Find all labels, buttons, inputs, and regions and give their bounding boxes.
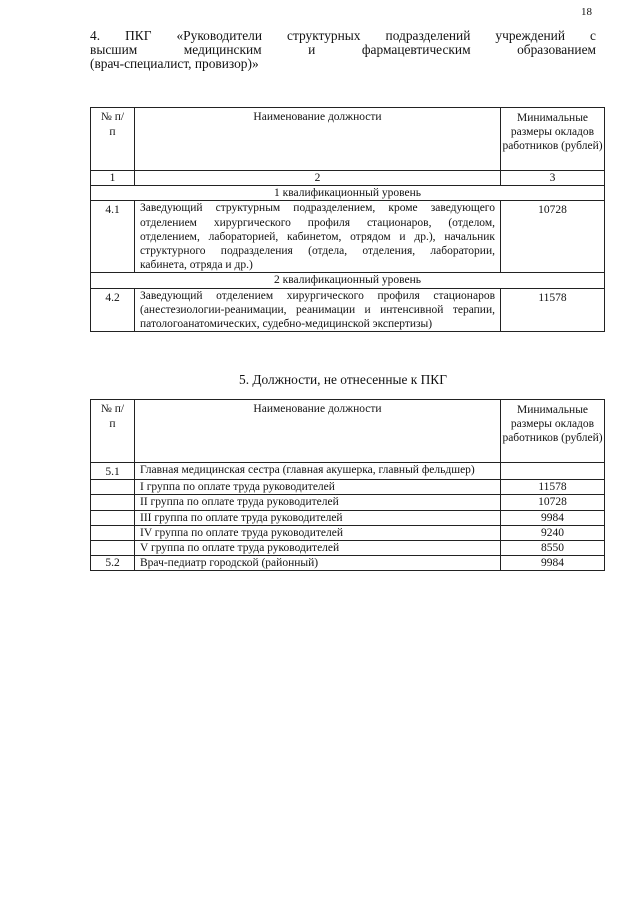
page-number: 18 bbox=[581, 6, 592, 18]
row-num: 5.2 bbox=[91, 556, 135, 571]
row-position-name: Заведующий отделением хирургического профиля стационаров (анестезиологии-реанимации, реанимации и интенсивной терапии, патологоанатомических, судебно-медицинской экспертизы) bbox=[135, 288, 501, 332]
table-row bbox=[91, 495, 605, 510]
row-num: 4.2 bbox=[91, 288, 135, 332]
row-position-name: IV группа по оплате труда руководителей bbox=[135, 525, 501, 540]
row-salary: 10728 bbox=[501, 495, 605, 510]
table-row bbox=[91, 541, 605, 556]
section5-salary-table bbox=[90, 399, 605, 571]
row-salary: 8550 bbox=[501, 541, 605, 556]
level-label: 2 квалификационный уровень bbox=[91, 273, 605, 288]
row-num: 4.1 bbox=[91, 201, 135, 273]
level-label: 1 квалификационный уровень bbox=[91, 186, 605, 201]
row-position-name: Врач-педиатр городской (районный) bbox=[135, 556, 501, 571]
row-salary: 9984 bbox=[501, 510, 605, 525]
section4-salary-table bbox=[90, 107, 605, 332]
row-num bbox=[91, 525, 135, 540]
row-num: 5.1 bbox=[91, 463, 135, 480]
row-num bbox=[91, 510, 135, 525]
section4-title bbox=[90, 29, 596, 71]
header-name: Наименование должности bbox=[135, 400, 501, 463]
row-position-name: II группа по оплате труда руководителей bbox=[135, 495, 501, 510]
header-num bbox=[91, 108, 135, 171]
table-row bbox=[91, 201, 605, 273]
level-row bbox=[91, 273, 605, 288]
section4-title-line: высшим медицинским и фармацевтическим образованием bbox=[90, 42, 596, 57]
row-salary: 10728 bbox=[501, 201, 605, 273]
table-header-row bbox=[91, 108, 605, 171]
level-row bbox=[91, 186, 605, 201]
row-salary bbox=[501, 463, 605, 480]
table-row bbox=[91, 525, 605, 540]
header-salary: Минимальные размеры окладов работников (рублей) bbox=[501, 108, 605, 171]
header-name: Наименование должности bbox=[135, 108, 501, 171]
table-row bbox=[91, 480, 605, 495]
header-num bbox=[91, 400, 135, 463]
row-salary: 11578 bbox=[501, 480, 605, 495]
header-num-label: № п/п bbox=[100, 111, 125, 138]
row-salary: 11578 bbox=[501, 288, 605, 332]
section5-title: 5. Должности, не отнесенные к ПКГ bbox=[239, 372, 447, 387]
column-number-1: 1 bbox=[91, 171, 135, 186]
row-position-name: Главная медицинская сестра (главная акушерка, главный фельдшер) bbox=[135, 463, 501, 480]
header-num-label: № п/п bbox=[100, 403, 125, 430]
table-row bbox=[91, 556, 605, 571]
table-row bbox=[91, 463, 605, 480]
row-position-name: III группа по оплате труда руководителей bbox=[135, 510, 501, 525]
header-salary: Минимальные размеры окладов работников (рублей) bbox=[501, 400, 605, 463]
row-position-name: I группа по оплате труда руководителей bbox=[135, 480, 501, 495]
row-position-name: V группа по оплате труда руководителей bbox=[135, 541, 501, 556]
section4-title-line: 4. ПКГ «Руководители структурных подразделений учреждений с bbox=[90, 28, 596, 43]
row-position-name: Заведующий структурным подразделением, кроме заведующего отделением хирургического профиля стационаров, (отделом, отделением, лабораторией, кабинетом, отрядом и др.), начальник структурного подразделения (отдела, отделения, лаборатории, кабинета, отряда и др.) bbox=[135, 201, 501, 273]
row-num bbox=[91, 480, 135, 495]
column-number-row bbox=[91, 171, 605, 186]
row-num bbox=[91, 495, 135, 510]
table-header-row bbox=[91, 400, 605, 463]
row-salary: 9240 bbox=[501, 525, 605, 540]
row-num bbox=[91, 541, 135, 556]
section4-title-line: (врач-специалист, провизор)» bbox=[90, 56, 259, 71]
table-row bbox=[91, 510, 605, 525]
column-number-3: 3 bbox=[501, 171, 605, 186]
table-row bbox=[91, 288, 605, 332]
column-number-2: 2 bbox=[135, 171, 501, 186]
row-salary: 9984 bbox=[501, 556, 605, 571]
